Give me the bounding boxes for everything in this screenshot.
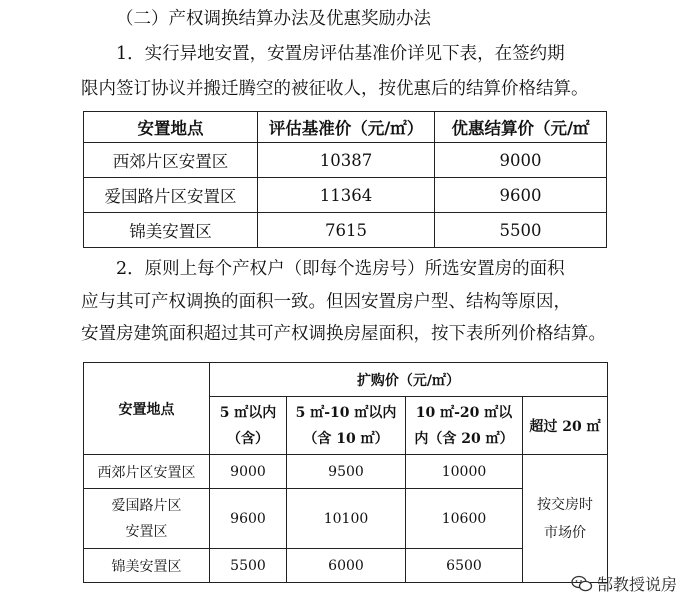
- col-within5-header-line2: （含）: [227, 430, 269, 447]
- price-5to10-cell: 10100: [287, 489, 406, 549]
- price-10to20-cell: 10600: [406, 489, 523, 549]
- col-5to10-header-line2: （含 10 ㎡）: [303, 430, 389, 447]
- col-5to10-header-line1: 5 ㎡-10 ㎡以内: [295, 404, 397, 421]
- price-within5-cell: 9000: [210, 455, 287, 489]
- price-5to10-cell: 9500: [287, 455, 406, 489]
- location-cell: 西郊片区安置区: [84, 143, 258, 178]
- col-5to10-header: [287, 397, 406, 455]
- over20-line1: 按交房时: [537, 496, 593, 513]
- location-cell: [84, 489, 210, 549]
- discount-price-cell: 9600: [435, 178, 607, 213]
- col-10to20-header-line2: 内（含 20 ㎡）: [414, 430, 514, 447]
- col-discount-price-header: 优惠结算价（元/㎡: [435, 112, 607, 143]
- location-cell: 爱国路片区安置区: [84, 178, 258, 213]
- price-5to10-cell: 6000: [287, 549, 406, 583]
- location-cell: 锦美安置区: [84, 549, 210, 583]
- table-row: [84, 178, 607, 213]
- price-10to20-cell: 10000: [406, 455, 523, 489]
- table-row: [84, 143, 607, 178]
- location-cell: 西郊片区安置区: [84, 455, 210, 489]
- price-within5-cell: 9600: [210, 489, 287, 549]
- location-line1: 爱国路片区: [111, 497, 182, 514]
- col-within5-header-line1: 5 ㎡以内: [219, 404, 277, 421]
- para1-line1: 1．实行异地安置，安置房评估基准价详见下表，在签约期: [116, 44, 565, 64]
- base-price-cell: 7615: [258, 213, 435, 248]
- col-over20-header: 超过 20 ㎡: [523, 397, 608, 455]
- col-10to20-header-line1: 10 ㎡-20 ㎡以: [415, 404, 513, 421]
- para2-line3: 安置房建筑面积超过其可产权调换房屋面积，按下表所列价格结算。: [81, 324, 606, 344]
- location-line2: 安置区: [125, 523, 168, 540]
- price-within5-cell: 5500: [210, 549, 287, 583]
- watermark: [571, 572, 677, 595]
- wechat-icon: [571, 575, 593, 593]
- table-row: [84, 455, 608, 489]
- base-price-cell: 11364: [258, 178, 435, 213]
- location-cell: 锦美安置区: [84, 213, 258, 248]
- table-row: [84, 213, 607, 248]
- col-location-header: 安置地点: [84, 112, 258, 143]
- col-10to20-header: [406, 397, 523, 455]
- location-header: 安置地点: [84, 363, 210, 455]
- para2-line1: 2．原则上每个产权户（即每个选房号）所选安置房的面积: [116, 259, 565, 279]
- watermark-text: 郜教授说房: [597, 575, 678, 594]
- para1-line2: 限内签订协议并搬迁腾空的被征收人，按优惠后的结算价格结算。: [81, 79, 589, 99]
- expansion-price-table: [83, 362, 608, 583]
- section-heading: （二）产权调换结算办法及优惠奖励办法: [116, 9, 431, 29]
- base-price-cell: 10387: [258, 143, 435, 178]
- over20-line2: 市场价: [544, 524, 586, 541]
- group-header-row: [84, 363, 608, 397]
- evaluation-price-table: [83, 111, 607, 248]
- discount-price-cell: 9000: [435, 143, 607, 178]
- over20-market-price-cell: [523, 455, 608, 583]
- expansion-price-group-header: 扩购价（元/㎡）: [210, 363, 608, 397]
- table-header-row: [84, 112, 607, 143]
- col-within5-header: [210, 397, 287, 455]
- col-base-price-header: 评估基准价（元/㎡）: [258, 112, 435, 143]
- para2-line2: 应与其可产权调换的面积一致。但因安置房户型、结构等原因，: [81, 292, 571, 312]
- discount-price-cell: 5500: [435, 213, 607, 248]
- price-10to20-cell: 6500: [406, 549, 523, 583]
